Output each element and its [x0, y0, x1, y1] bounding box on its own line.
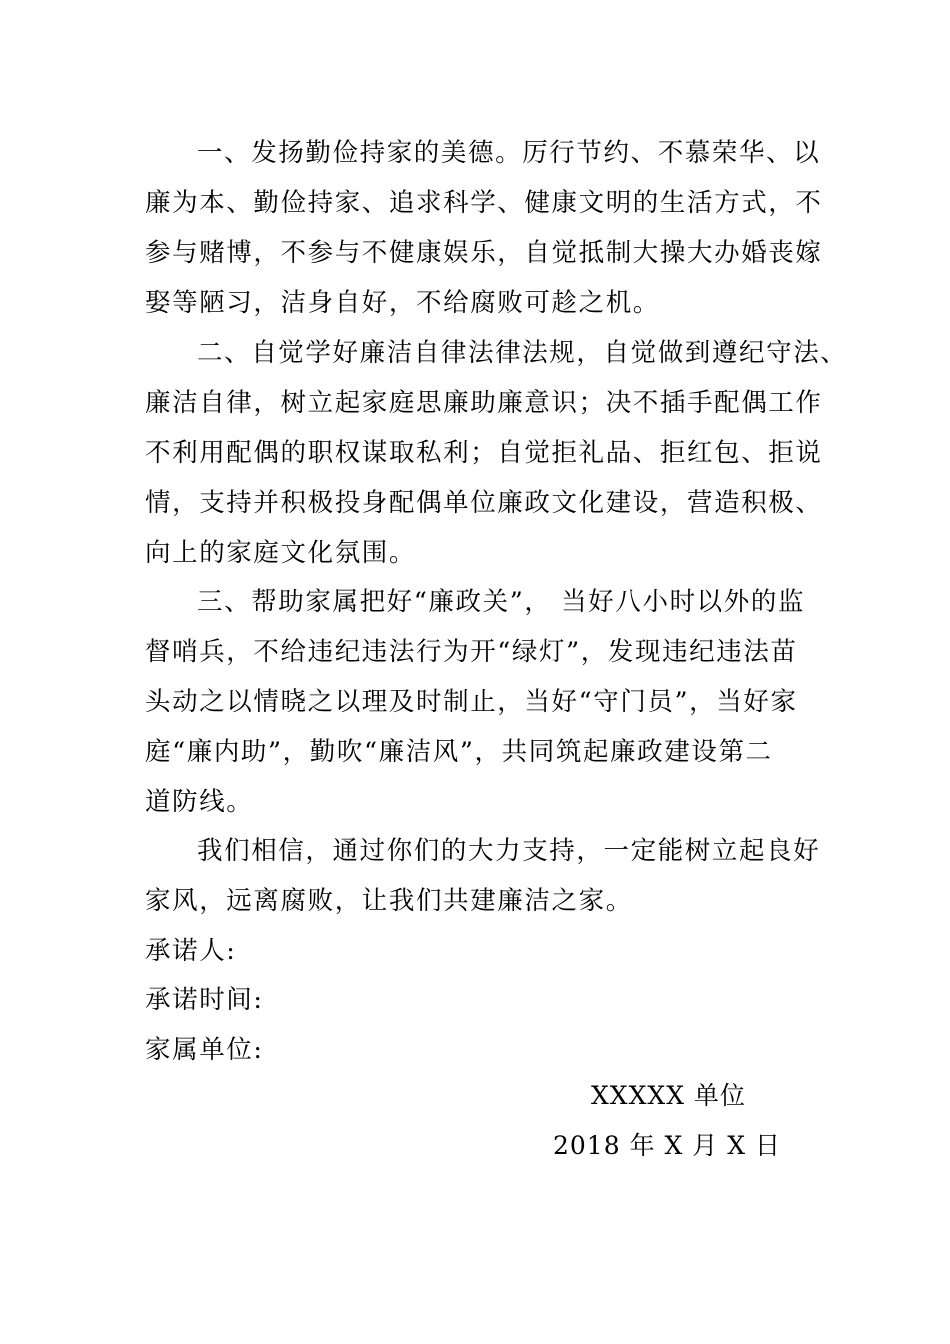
signature-date: 2018 年 X 月 X 日 — [553, 1131, 781, 1160]
paragraph-1-line-3: 参与赌博，不参与不健康娱乐，自觉抵制大操大办婚丧嫁 — [145, 238, 823, 268]
paragraph-1-line-2: 廉为本、勤俭持家、追求科学、健康文明的生活方式，不 — [145, 188, 823, 218]
paragraph-2-line-1: 二、自觉学好廉洁自律法律法规，自觉做到遵纪守法、 — [197, 338, 848, 368]
paragraph-3-line-4: 庭“廉内助”，勤吹“廉洁风”，共同筑起廉政建设第二 — [145, 737, 773, 767]
family-unit-label: 家属单位: — [145, 1035, 264, 1065]
paragraph-4-line-2: 家风，远离腐败，让我们共建廉洁之家。 — [145, 886, 633, 916]
paragraph-2-line-3: 不利用配偶的职权谋取私利；自觉拒礼品、拒红包、拒说 — [145, 438, 823, 468]
signature-unit: XXXXX 单位 — [591, 1081, 746, 1110]
paragraph-2-line-4: 情，支持并积极投身配偶单位廉政文化建设，营造积极、 — [145, 488, 823, 518]
paragraph-3-line-2: 督哨兵，不给违纪违法行为开“绿灯”，发现违纪违法苗 — [145, 637, 798, 667]
promise-time-label: 承诺时间: — [145, 985, 264, 1015]
paragraph-4-line-1: 我们相信，通过你们的大力支持，一定能树立起良好 — [197, 836, 821, 866]
paragraph-3-line-3: 头动之以情晓之以理及时制止，当好“守门员”，当好家 — [145, 687, 798, 717]
paragraph-2-line-2: 廉洁自律，树立起家庭思廉助廉意识；决不插手配偶工作 — [145, 388, 823, 418]
paragraph-1-line-1: 一、发扬勤俭持家的美德。厉行节约、不慕荣华、以 — [197, 138, 821, 168]
paragraph-3-line-5: 道防线。 — [145, 787, 254, 817]
paragraph-2-line-5: 向上的家庭文化氛围。 — [145, 538, 417, 568]
promisor-label: 承诺人: — [145, 936, 237, 966]
paragraph-1-line-4: 娶等陋习，洁身自好，不给腐败可趁之机。 — [145, 288, 660, 318]
paragraph-3-line-1: 三、帮助家属把好“廉政关”， 当好八小时以外的监 — [197, 587, 806, 617]
